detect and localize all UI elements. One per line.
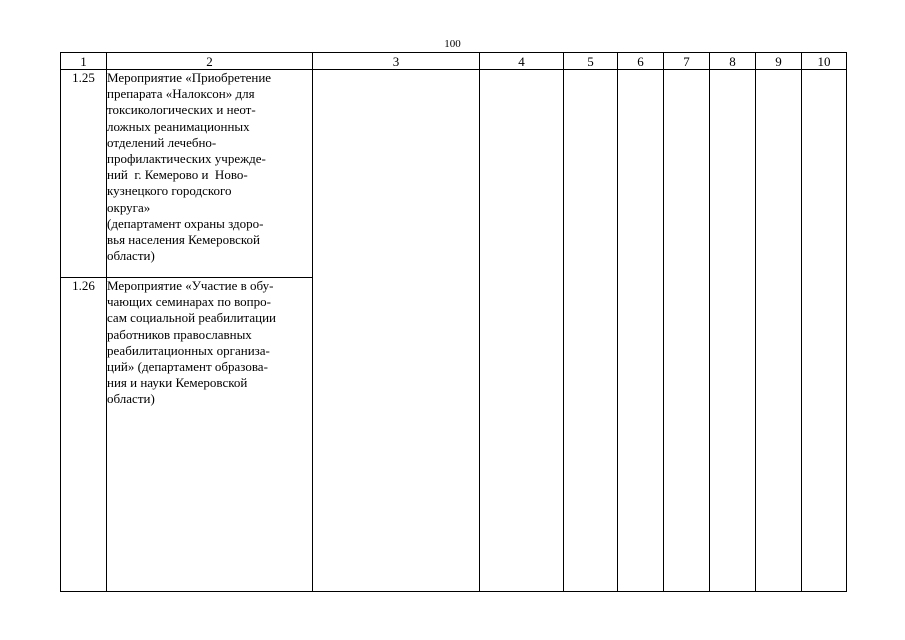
column-header: 8 bbox=[710, 53, 756, 70]
description-line: ложных реанимационных bbox=[107, 118, 250, 134]
row-number: 1.25 bbox=[61, 70, 107, 278]
column-header: 7 bbox=[664, 53, 710, 70]
empty-cell bbox=[618, 70, 664, 592]
empty-cell bbox=[802, 70, 847, 592]
row-description bbox=[107, 278, 313, 592]
description-line: сам социальной реабилитации bbox=[107, 310, 277, 326]
row-number: 1.26 bbox=[61, 278, 107, 592]
description-line: округа» bbox=[107, 199, 151, 215]
column-number-row bbox=[61, 53, 847, 70]
description-line: профилактических учрежде- bbox=[107, 151, 266, 167]
description-line: отделений лечебно- bbox=[107, 134, 217, 150]
description-line: (департамент охраны здоро- bbox=[107, 215, 264, 231]
empty-cell bbox=[480, 70, 564, 592]
empty-cell bbox=[313, 70, 480, 592]
description-line: кузнецкого городского bbox=[107, 183, 232, 199]
column-header: 2 bbox=[107, 53, 313, 70]
column-header: 9 bbox=[756, 53, 802, 70]
empty-cell bbox=[564, 70, 618, 592]
description-line: ний г. Кемерово и Ново- bbox=[107, 167, 248, 183]
column-header: 4 bbox=[480, 53, 564, 70]
description-line: Мероприятие «Приобретение bbox=[107, 70, 272, 85]
description-line: препарата «Налоксон» для bbox=[107, 86, 255, 102]
description-line: Мероприятие «Участие в обу- bbox=[107, 278, 274, 293]
description-line: ния и науки Кемеровской bbox=[107, 375, 248, 391]
empty-cell bbox=[664, 70, 710, 592]
column-header: 5 bbox=[564, 53, 618, 70]
empty-cell bbox=[710, 70, 756, 592]
row-description bbox=[107, 70, 313, 278]
table-row bbox=[61, 70, 847, 278]
column-header: 3 bbox=[313, 53, 480, 70]
column-header: 6 bbox=[618, 53, 664, 70]
column-header: 1 bbox=[61, 53, 107, 70]
description-line: области) bbox=[107, 391, 155, 407]
description-line: чающих семинарах по вопро- bbox=[107, 294, 271, 310]
description-line: вья населения Кемеровской bbox=[107, 232, 261, 248]
description-line: работников православных bbox=[107, 326, 252, 342]
description-line: реабилитационных организа- bbox=[107, 342, 270, 358]
description-line: токсикологических и неот- bbox=[107, 102, 256, 118]
empty-cell bbox=[756, 70, 802, 592]
column-header: 10 bbox=[802, 53, 847, 70]
description-line: области) bbox=[107, 248, 155, 264]
description-line: ций» (департамент образова- bbox=[107, 359, 268, 375]
page-number: 100 bbox=[444, 38, 461, 50]
measures-table bbox=[60, 52, 847, 592]
